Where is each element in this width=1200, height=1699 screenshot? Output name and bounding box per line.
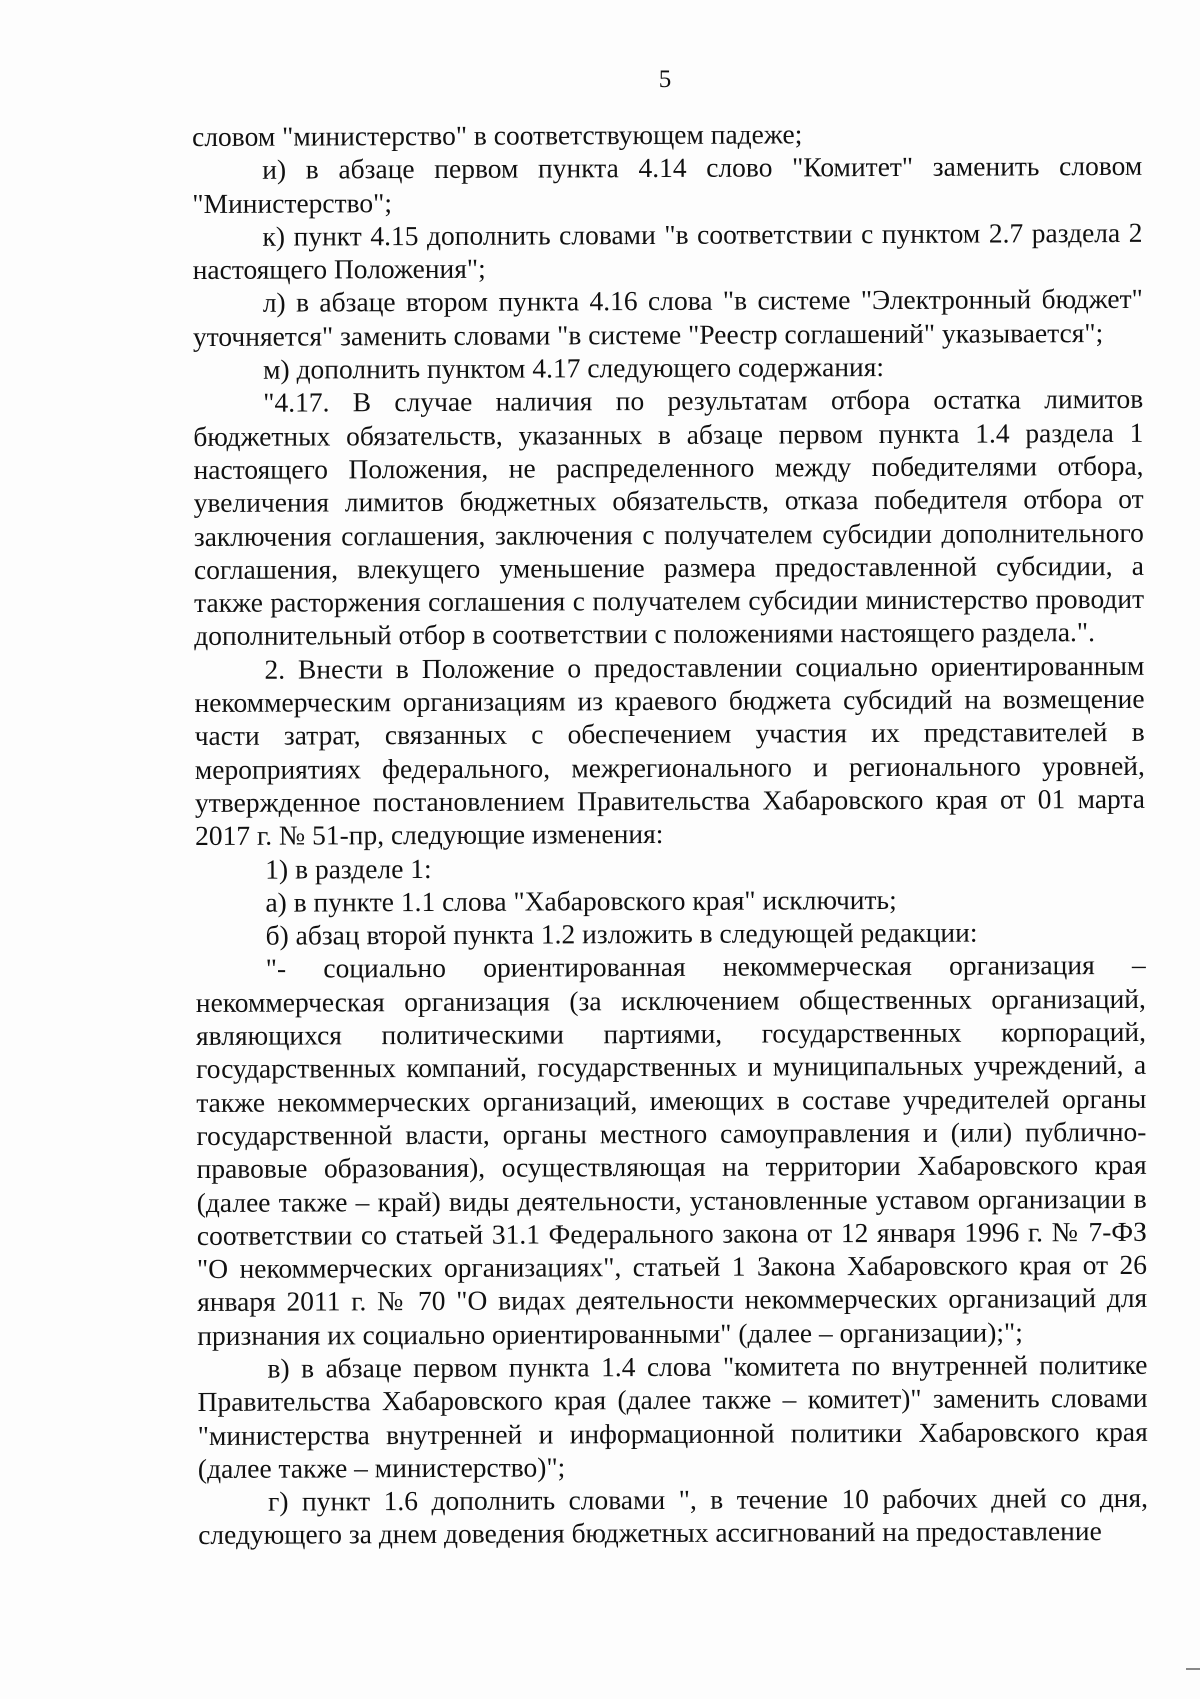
paragraph-item-b: б) абзац второй пункта 1.2 изложить в следующей редакции: xyxy=(265,916,978,951)
paragraph-continuation: словом "министерство" в соответствующем падеже; xyxy=(192,118,803,152)
paragraph-definition-quote: "- социально ориентированная некоммерческая организация – некоммерческая организация (за исключением общественных организаций, являющихся политическими партиями, государственных корпораций, государственных компаний, государственных и муниципальных учреждений, а также некоммерческих организаций, имеющих в составе учредителей органы государственной власти, органы местного самоуправления и (или) публично-правовые образования), осуществляющая на территории Хабаровского края (далее также – край) виды деятельности, установленные уставом организации в соответствии со статьей 31.1 Федерального закона от 12 января 1996 г. № 7-ФЗ "О некоммерческих организациях", статьей 1 Закона Хабаровского края от 26 января 2011 г. № 70 "О видах деятельности некоммерческих организаций для признания их социально ориентированными" (далее – организации);"; xyxy=(195,949,1148,1351)
document-body xyxy=(192,116,1148,1552)
paragraph-item-g: г) пункт 1.6 дополнить словами ", в течение 10 рабочих дней со дня, следующего за днем доведения бюджетных ассигнований на предоставление xyxy=(198,1482,1149,1551)
paragraph-clause-4-17: "4.17. В случае наличия по результатам отбора остатка лимитов бюджетных обязательств, указанных в абзаце первом пункта 1.4 раздела 1 настоящего Положения, не распределенного между победителями отбора, увеличения лимитов бюджетных обязательств, отказа победителя отбора от заключения соглашения, заключения с получателем субсидии дополнительного соглашения, влекущего уменьшение размера предоставленной субсидии, а также расторжения соглашения с получателем субсидии министерство проводит дополнительный отбор в соответствии с положениями настоящего раздела.". xyxy=(193,383,1145,652)
paragraph-item-m: м) дополнить пунктом 4.17 следующего содержания: xyxy=(263,351,885,385)
paragraph-item-l: л) в абзаце втором пункта 4.16 слова "в системе "Электронный бюджет" уточняется" заменить словами "в системе "Реестр соглашений" указывается"; xyxy=(192,283,1143,352)
paragraph-item-v: в) в абзаце первом пункта 1.4 слова "комитета по внутренней политике Правительства Хабаровского края (далее также – комитет)" заменить словами "министерства внутренней и информационной политики Хабаровского края (далее также – министерство)"; xyxy=(197,1348,1148,1484)
paragraph-item-i: и) в абзаце первом пункта 4.14 слово "Комитет" заменить словом "Министерство"; xyxy=(192,150,1143,219)
paragraph-item-1: 1) в разделе 1: xyxy=(265,852,432,885)
paragraph-item-a: а) в пункте 1.1 слова "Хабаровского края" исключить; xyxy=(265,883,897,918)
page-number: 5 xyxy=(658,66,672,93)
paragraph-section-2: 2. Внести в Положение о предоставлении социально ориентированным некоммерческим организациям из краевого бюджета субсидий на возмещение части затрат, связанных с обеспечением участия их представителей в мероприятиях федерального, межрегионального и регионального уровней, утвержденное постановлением Правительства Хабаровского края от 01 марта 2017 г. № 51-пр, следующие изменения: xyxy=(194,649,1146,852)
paragraph-item-k: к) пункт 4.15 дополнить словами "в соответствии с пунктом 2.7 раздела 2 настоящего Положения"; xyxy=(192,216,1143,286)
scan-edge-mark xyxy=(1186,1668,1200,1670)
